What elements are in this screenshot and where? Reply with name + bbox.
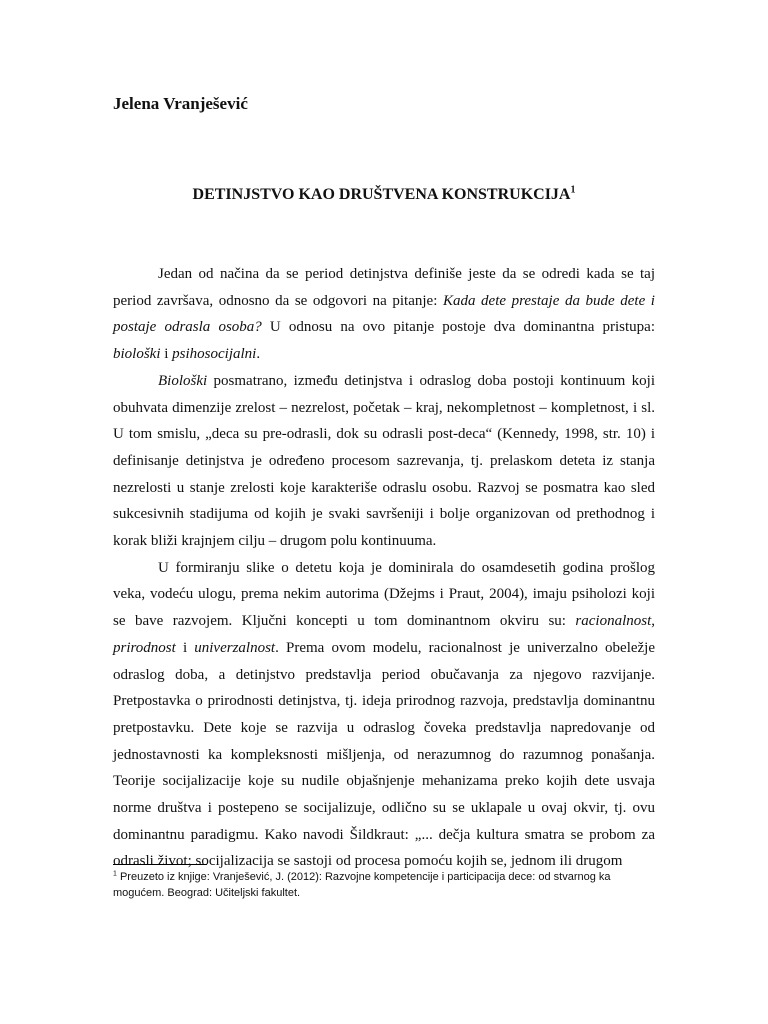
italic-term: biološki [113,346,161,363]
italic-term: psihosocijalni [172,346,257,363]
text-run: i [175,639,195,656]
text-run: , [651,613,655,630]
italic-question: Kada dete prestaje da bude dete i postaje odrasla osoba? [113,292,655,336]
body-text [113,261,656,878]
paragraph-2 [113,368,655,555]
title-footnote-ref: 1 [570,184,576,196]
footnote-divider [113,864,207,865]
text-run: U odnosu na ovo pitanje postoje dva dominantna pristupa: [261,319,655,336]
italic-term: univerzalnost [194,639,276,656]
text-run: . Prema ovom modelu, racionalnost je univerzalno obeležje odraslog doba, a detinjstvo predstavlja period obučavanja za njegovo razvijanje. Pretpostavka o prirodnosti detinjstva, tj. ideja prirodnog razvoja, predstavlja dominantnu pretpostavku. Dete koje se razvija u odraslog čoveka predstavlja napredovanje od jednostavnosti ka kompleksnosti mišljenja, od nerazumnog do razumnog ponašanja. Teorije socijalizacije koje su nudile objašnjenje mehanizama preko kojih dete usvaja norme društva i postepeno se socijalizuje, odlično su se uklapale u ovaj okvir, tj. ovu dominantnu paradigmu. Kako navodi Šildkraut: „... dečja kultura smatra se probom za odrasli život; socijalizacija se sastoji od procesa pomoću kojih se, jednom ili drugom [113,639,656,870]
paragraph-3 [113,555,656,878]
paragraph-1 [113,261,655,368]
text-run: posmatrano, između detinjstva i odraslog doba postoji kontinuum koji obuhvata dimenzije zrelost – nezrelost, početak – kraj, nekompletnost – kompletnost, i sl. U tom smislu, „deca su pre-odrasli, dok su odrasli post-deca“ (Kennedy, 1998, str. 10) i definisanje detinjstva je određeno procesom sazrevanja, tj. prelaskom deteta iz stanja nezrelosti u stanje zrelosti koje karakteriše odraslu osobu. Razvoj se posmatra kao sled sukcesivnih stadijuma od kojih je svaki savršeniji i bolje organizovan od prethodnog i korak bliži krajnjem cilju – drugom polu kontinuuma. [113,372,655,550]
italic-term: racionalnost [575,613,652,630]
text-run: U formiranju slike o detetu koja je dominirala do osamdesetih godina prošlog veka, vodeću ulogu, prema nekim autorima (Džejms i Praut, 2004), imaju psiholozi koji se bave razvojem. Ključni koncepti u tom dominantnom okviru su: [113,559,655,630]
text-run: . [256,346,261,363]
footnote-text: Preuzeto iz knjige: Vranješević, J. (2012): Razvojne kompetencije i participacija dece: od stvarnog ka mogućem. Beograd: Učiteljski fakultet. [113,871,611,899]
footnote [113,869,655,901]
text-run: i [160,346,173,363]
text-run: Jedan od načina da se period detinjstva definiše jeste da se odredi kada se taj period završava, odnosno da se odgovori na pitanje: [113,266,655,309]
author-name: Jelena Vranješević [113,94,248,113]
footnote-number: 1 [113,870,117,878]
italic-term: Biološki [158,372,208,389]
document-title [113,186,655,204]
italic-term: prirodnost [113,639,176,656]
title-text: DETINJSTVO KAO DRUŠTVENA KONSTRUKCIJA [192,186,571,203]
